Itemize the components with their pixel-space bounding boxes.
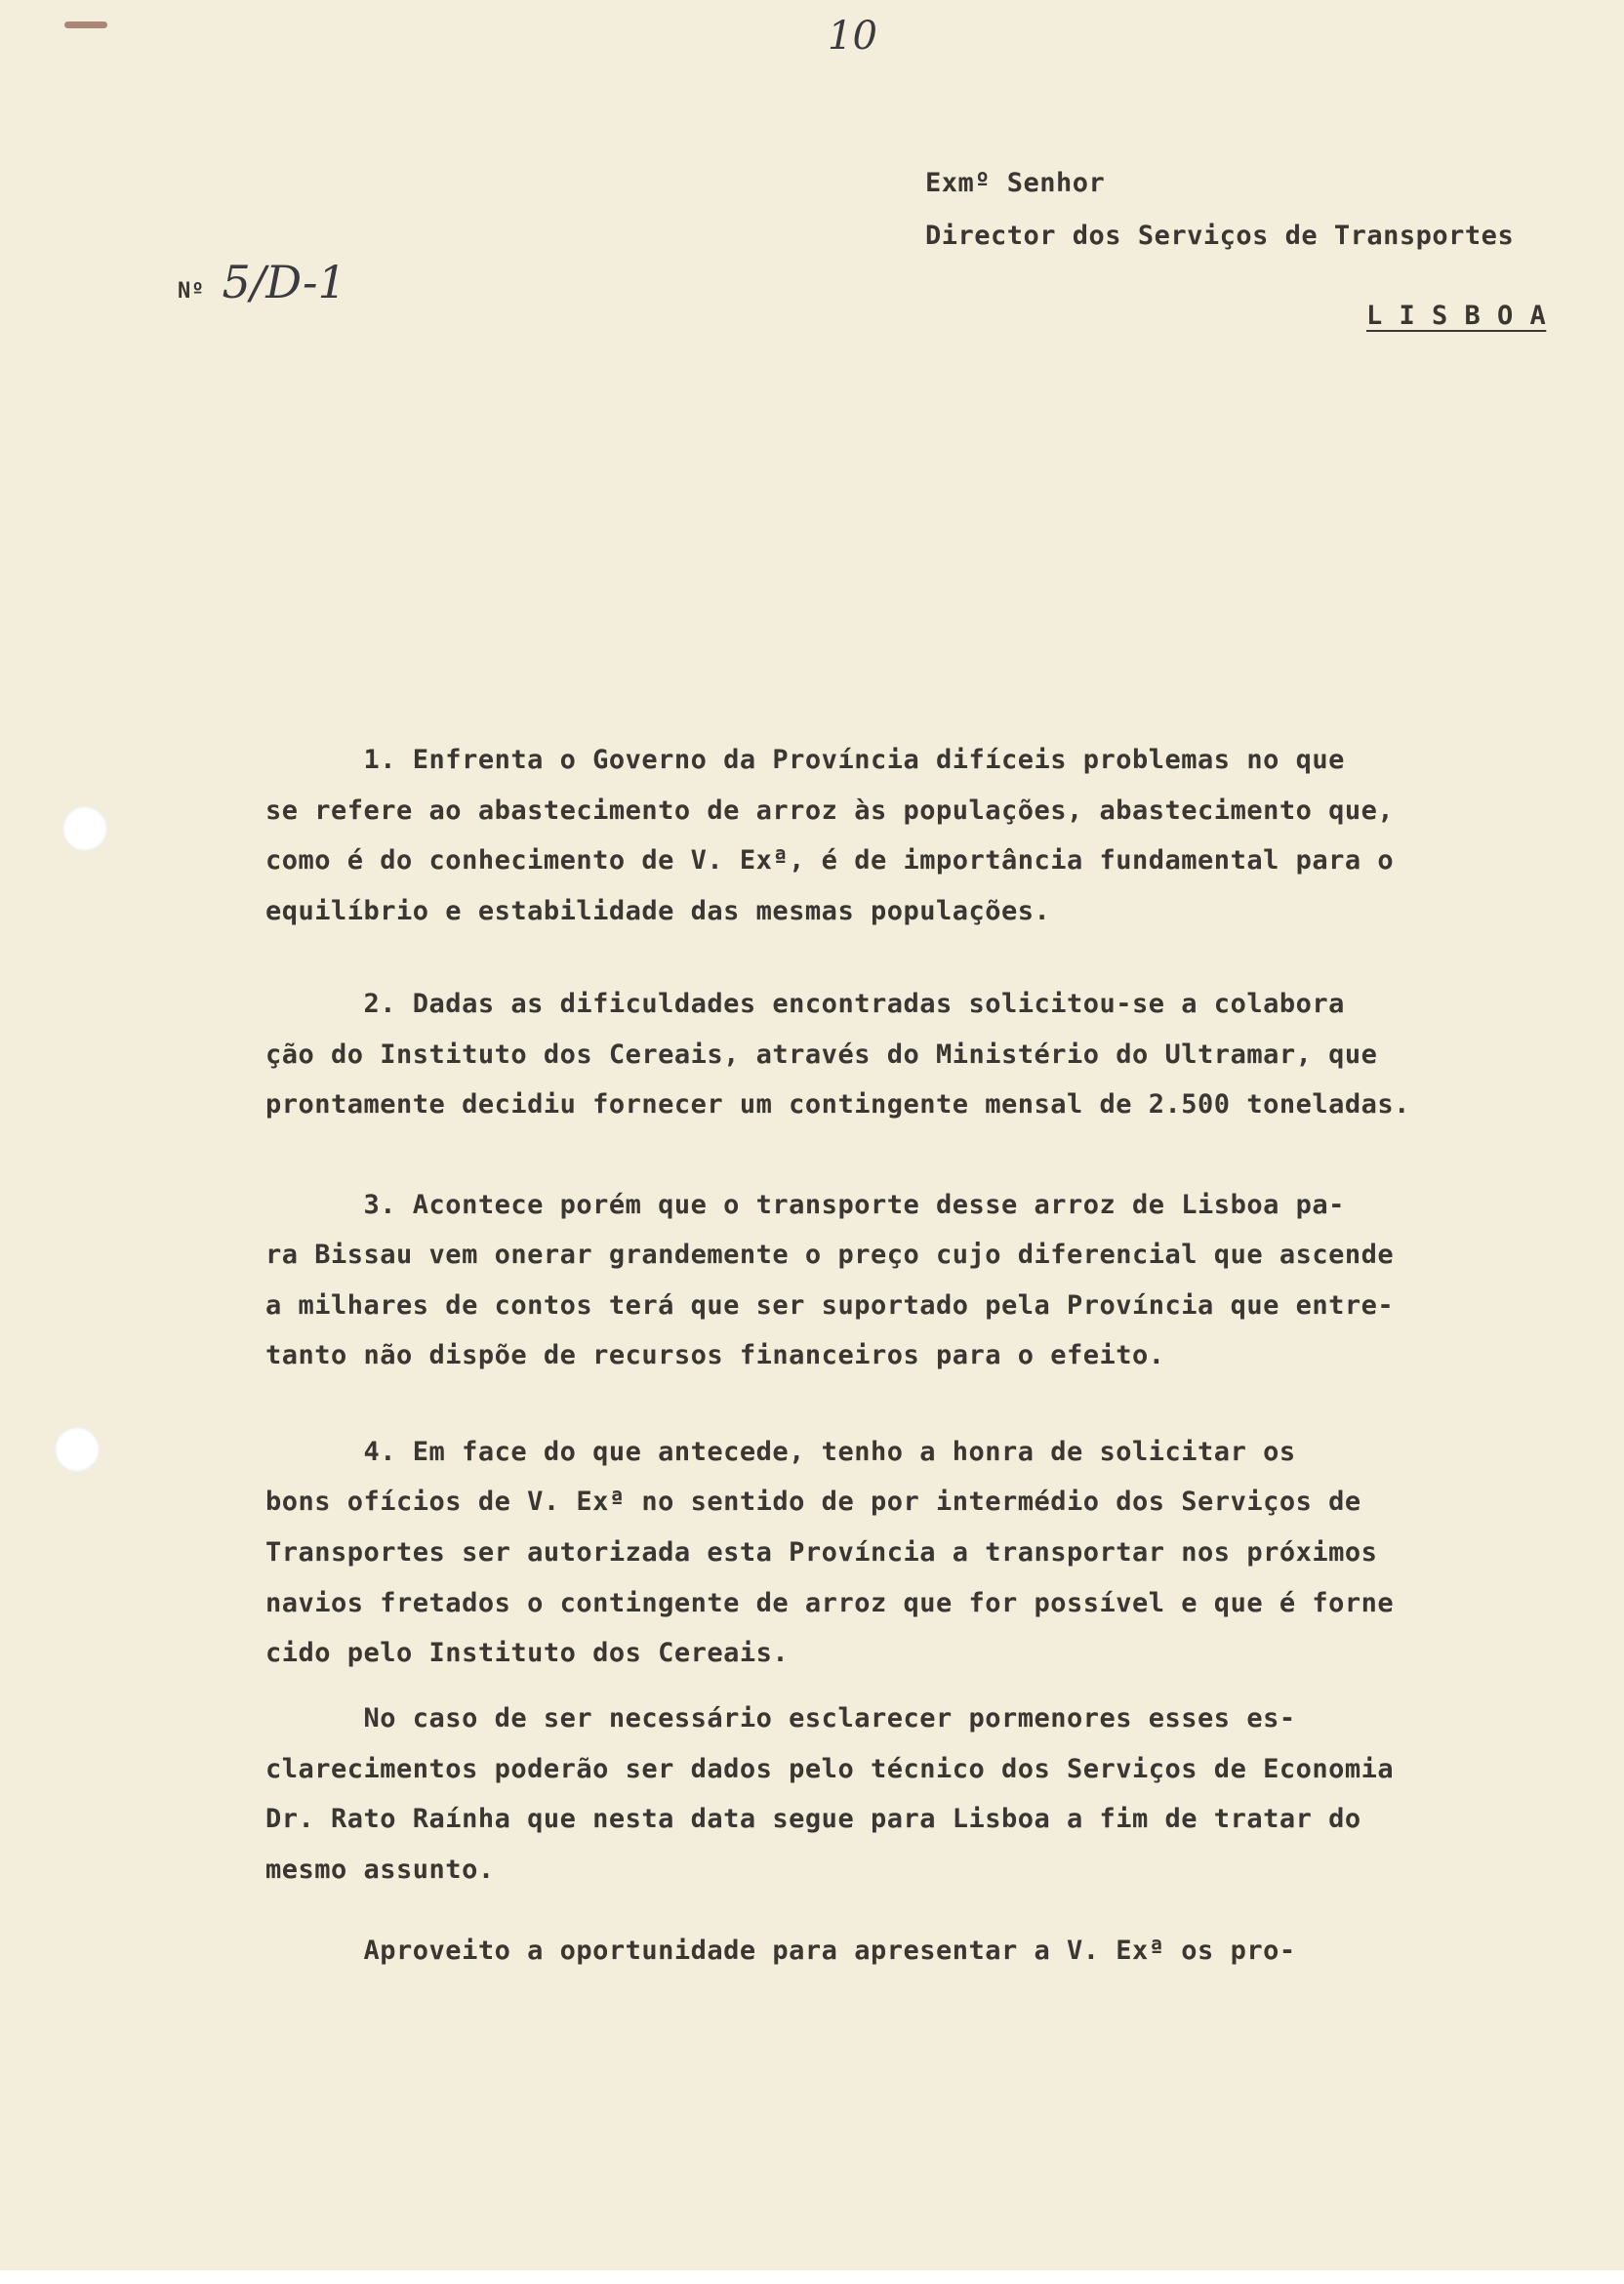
body-line: prontamente decidiu fornecer um contingente mensal de 2.500 toneladas. [265, 1089, 1410, 1120]
body-line: a milhares de contos terá que ser suportado pela Província que entre- [265, 1290, 1395, 1321]
punch-hole-lower [55, 1427, 100, 1472]
paper-bottom-edge [0, 2270, 1624, 2284]
body-line: equilíbrio e estabilidade das mesmas populações. [265, 896, 1051, 926]
body-line: ra Bissau vem onerar grandemente o preço cujo diferencial que ascende [265, 1240, 1395, 1270]
body-line: Dr. Rato Raínha que nesta data segue para Lisboa a fim de tratar do [265, 1804, 1361, 1834]
body-line: bons ofícios de V. Exª no sentido de por intermédio dos Serviços de [265, 1487, 1361, 1517]
addressee-city: L I S B O A [1366, 301, 1547, 331]
body-line: 4. Em face do que antecede, tenho a honra de solicitar os [265, 1437, 1296, 1467]
punch-hole-upper [62, 806, 107, 851]
body-line: ção do Instituto dos Cereais, através do Ministério do Ultramar, que [265, 1040, 1378, 1070]
reference-handwritten-number: 5/D-1 [222, 256, 346, 308]
body-line: como é do conhecimento de V. Exª, é de importância fundamental para o [265, 845, 1395, 876]
body-line: 1. Enfrenta o Governo da Província difíceis problemas no que [265, 745, 1345, 775]
handwritten-page-number: 10 [828, 14, 877, 59]
body-line: No caso de ser necessário esclarecer pormenores esses es- [265, 1703, 1296, 1733]
body-line: Transportes ser autorizada esta Província a transportar nos próximos [265, 1537, 1378, 1568]
body-line: mesmo assunto. [265, 1855, 495, 1885]
body-line: navios fretados o contingente de arroz que for possível e que é forne [265, 1588, 1395, 1618]
body-line: se refere ao abastecimento de arroz às populações, abastecimento que, [265, 795, 1395, 826]
ink-smudge [64, 21, 107, 28]
reference-prefix: Nº [178, 279, 205, 304]
body-line: cido pelo Instituto dos Cereais. [265, 1638, 790, 1668]
body-line: 2. Dadas as dificuldades encontradas solicitou-se a colabora [265, 989, 1345, 1019]
body-line: 3. Acontece porém que o transporte desse arroz de Lisboa pa- [265, 1190, 1345, 1220]
body-line: tanto não dispõe de recursos financeiros para o efeito. [265, 1340, 1165, 1370]
body-line: clarecimentos poderão ser dados pelo técnico dos Serviços de Economia [265, 1754, 1395, 1784]
addressee-title: Director dos Serviços de Transportes [925, 221, 1515, 251]
body-line: Aproveito a oportunidade para apresentar a V. Exª os pro- [265, 1936, 1296, 1966]
addressee-salutation: Exmº Senhor [925, 168, 1106, 198]
reference-number [178, 256, 346, 308]
